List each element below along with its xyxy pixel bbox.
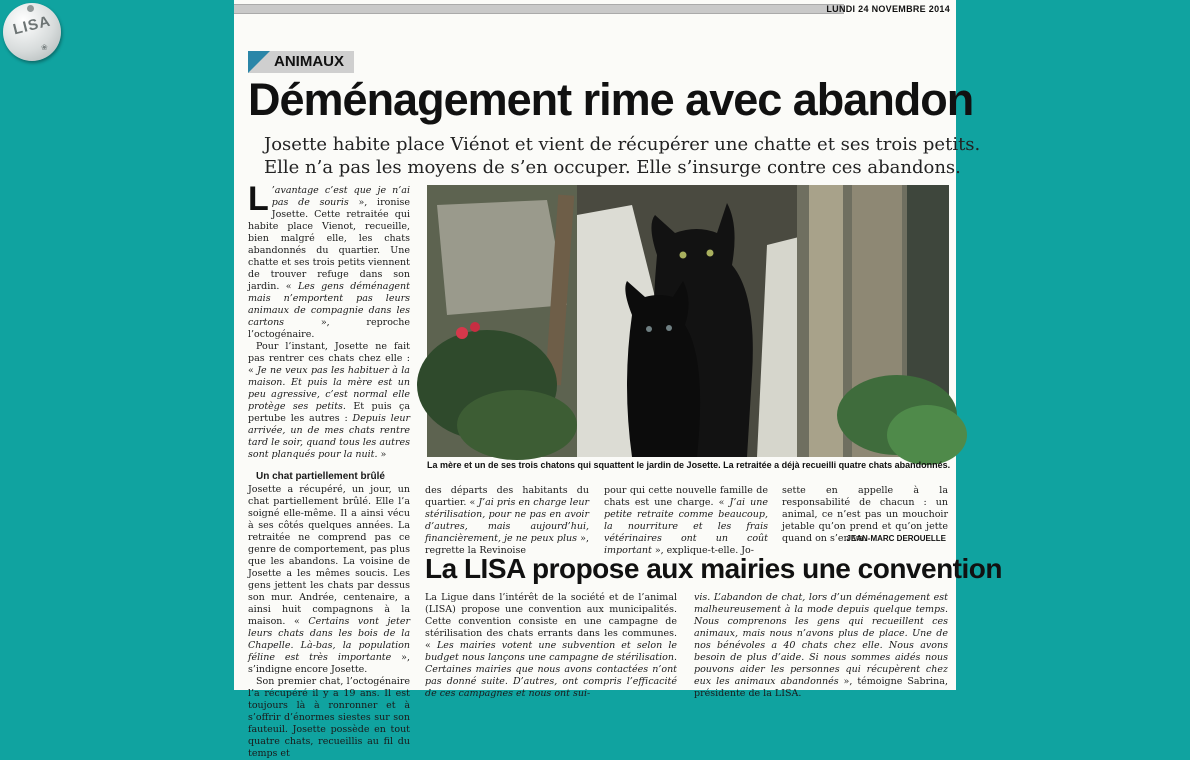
paragraph: Pour l’instant, Josette ne fait pas rentrer ces chats chez elle : « Je ne veux pas les habituer à la maison. Et puis la mère est un peu agressive, c’est normal elle protège ses petits. Et puis ça pertube les autres : Depuis leur arrivée, un de mes chats rentre tard le soir, quand tous les autres sont planqués pour la nuit. » (248, 341, 410, 460)
deck-line: Elle n’a pas les moyens de s’en occuper. Elle s’insurge contre ces abandons. (264, 157, 961, 178)
byline: JEAN-MARC DEROUELLE (846, 534, 946, 543)
paragraph: Son premier chat, l’octogénaire l’a récupéré il y a 19 ans. Il est toujours là à ronronner et à s’offrir d’énormes siestes sur son fauteuil. Josette possède en tout quatre chats, recueillis au fil du temps et (248, 676, 410, 759)
paragraph: La Ligue dans l’intérêt de la société et de l’animal (LISA) propose une convention aux municipalités. Cette convention consiste en une campagne de stérilisation des chats errants dans les communes. « Les mairies votent une subvention et selon le budget nous lançons une campagne de stérilisation. Certaines mairies que nous avons contactées n’ont pas donné suite. D’autres, ont compris l’efficacité de ces campagnes et nous ont sui- (425, 592, 677, 699)
paragraph: Josette a récupéré, un jour, un chat partiellement brûlé. Elle l’a soigné elle-même. Il a ainsi vécu à ses côtés quelques années. La retraitée ne comprend pas ce genre de comportement, pas plus que les abandons. La voisine de Josette a les mêmes soucis. Les gens jettent les chats par dessus son mur. Andrée, centenaire, a ainsi huit compagnons à la maison. « Certains vont jeter leurs chats dans les bois de la Chapelle. Là-bas, la population féline est très importante », s’indigne encore Josette. (248, 484, 411, 675)
paragraph: sette en appelle à la responsabilité de chacun : un animal, ce n’est pas un mouchoir jetable qu’on prend et qu’on jette quand on s’en va. (782, 485, 948, 544)
article-column-2 (425, 485, 589, 556)
section-label (248, 51, 354, 73)
paragraph: L ’avantage c’est que je n’ai pas de souris », ironise Josette. Cette retraitée qui habite place Vienot, recueille, bien malgré elle, les chats abandonnés du quartier. Une chatte et ses trois petits viennent de trouver refuge dans son jardin. « Les gens déménagent mais n’emportent pas leurs animaux de compagnie dans les cartons », reproche l’octogénaire. (248, 180, 411, 340)
publication-date: LUNDI 24 NOVEMBRE 2014 (826, 4, 950, 14)
header-rule (234, 4, 844, 14)
section-triangle-icon (248, 51, 270, 73)
article-column-3 (604, 485, 768, 556)
paragraph: pour qui cette nouvelle famille de chats est une charge. « J’ai une petite retraite comme beaucoup, la nourriture et les frais vétérinaires ont un coût important », explique-t-elle. Jo- (604, 485, 768, 556)
article-photo (427, 185, 949, 457)
sidebar-headline: La LISA propose aux mairies une convention (425, 553, 1002, 584)
sidebar-column-2 (694, 592, 948, 699)
lisa-logo-text: LISA (11, 12, 53, 39)
paragraph: des départs des habitants du quartier. « J’ai pris en charge leur stérilisation, pour ne pas en avoir d’autres, mais aujourd’hui, financièrement, je ne peux plus », regrette la Revinoise (425, 485, 589, 556)
newspaper-clipping (234, 0, 1002, 759)
article-column-1 (248, 180, 411, 759)
article-deck (264, 133, 981, 179)
lisa-logo (3, 3, 61, 61)
article-headline: Déménagement rime avec abandon (248, 74, 974, 125)
paw-icon: ❀ (41, 43, 48, 52)
sidebar-column-1 (425, 592, 677, 699)
tag-hole (27, 5, 34, 12)
paragraph: vis. L’abandon de chat, lors d’un déménagement est malheureusement à la mode depuis quelque temps. Nous comprenons les gens qui recueillent ces animaux, mais nous n’avons plus de place. Une de nos bénévoles a 40 chats chez elle. Nous avons besoin de plus d’aide. Si nous sommes aidés nous pouvons aider les personnes qui récupèrent chez eux les animaux abandonnés », témoigne Sabrina, présidente de la LISA. (694, 592, 948, 699)
deck-line: Josette habite place Viénot et vient de récupérer une chatte et ses trois petits. (264, 134, 981, 155)
cats-photo-illustration (427, 185, 949, 457)
photo-caption: La mère et un de ses trois chatons qui squattent le jardin de Josette. La retraitée a déjà recueilli quatre chats abandonnés. (427, 460, 951, 470)
section-label-text: ANIMAUX (274, 53, 344, 70)
drop-cap: L (248, 180, 269, 218)
subheading: Un chat partiellement brûlé (256, 471, 385, 482)
